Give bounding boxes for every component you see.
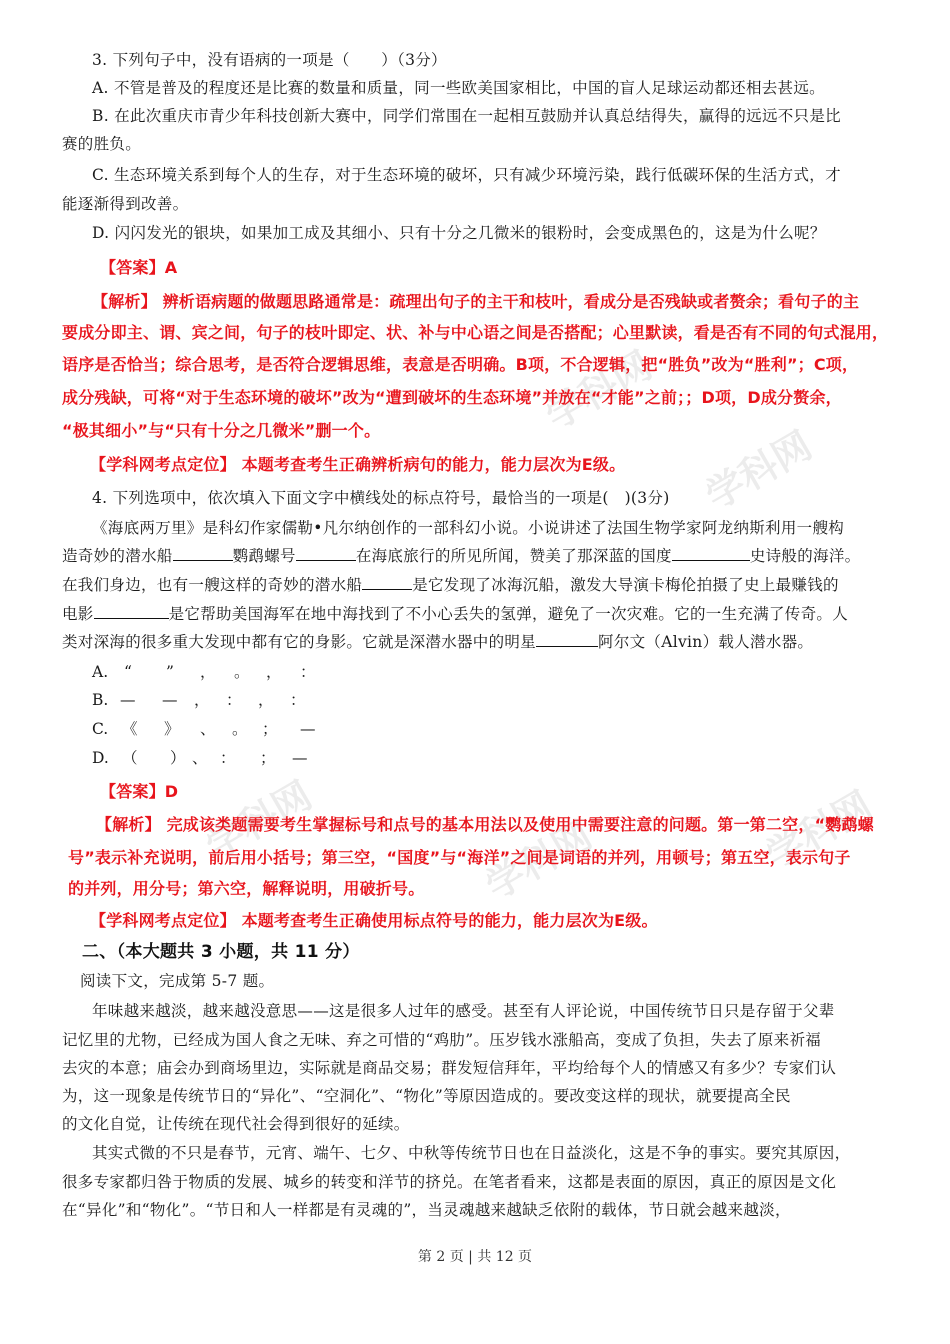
- q3-option-c-cont: 能逐渐得到改善。: [62, 195, 189, 213]
- option-mark: ，: [258, 691, 274, 709]
- passage-text: 类对深海的很多重大发现中都有它的身影。它就是深潜水器中的明星: [62, 633, 537, 651]
- q3-option-b: B. 在此次重庆市青少年科技创新大赛中，同学们常围在一起相互鼓励并认真总结得失，赢得的远远不只是比: [92, 107, 841, 125]
- option-mark: —: [162, 691, 178, 709]
- q3-option-c: C. 生态环境关系到每个人的生存，对于生态环境的破坏，只有减少环境污染，践行低碳环保的生活方式，才: [92, 166, 841, 184]
- q3-analysis-line: 成分残缺，可将“对于生态环境的破坏”改为“遭到破坏的生态环境”并放在“才能”之前；；D项，D成分赘余，: [62, 388, 842, 407]
- option-mark: ：: [226, 691, 242, 709]
- q4-option-c: [92, 719, 392, 739]
- paragraph-line: 其实式微的不只是春节，元宵、端午、七夕、中秋等传统节日也在日益淡化，这是不争的事实。要究其原因，: [92, 1144, 851, 1162]
- q4-answer: 【答案】D: [100, 782, 179, 801]
- fill-blank-1: [173, 546, 233, 561]
- q3-option-b-cont: 赛的胜负。: [62, 135, 142, 153]
- option-mark: —: [292, 749, 308, 767]
- q3-analysis-line: 语序是否恰当；综合思考，是否符合逻辑思维，表意是否明确。B项，不合逻辑，把“胜负”改为“胜利”；C项，: [62, 355, 859, 374]
- q3-option-a: A. 不管是普及的程度还是比赛的数量和质量，同一些欧美国家相比，中国的盲人足球运动都还相去甚远。: [92, 79, 825, 97]
- option-mark: 《: [122, 720, 138, 738]
- fill-blank-5: [94, 604, 169, 619]
- watermark: 学科网: [758, 782, 880, 879]
- option-mark: ，: [266, 663, 282, 681]
- option-mark: 、: [192, 749, 208, 767]
- paragraph-line: 为，这一现象是传统节日的“异化”、“空洞化”、“物化”等原因造成的。要改变这样的现状，就要提高全民: [62, 1087, 791, 1105]
- passage-text: 在海底旅行的所见所闻，赞美了那深蓝的国度: [355, 547, 672, 565]
- q3-location: 【学科网考点定位】 本题考查考生正确辨析病句的能力，能力层次为E级。: [90, 455, 626, 474]
- q3-analysis-line: 要成分即主、谓、宾之间，句子的枝叶即定、状、补与中心语之间是否搭配；心里默读，看是否有不同的句式混用，: [62, 323, 889, 342]
- paragraph-line: 很多专家都归咎于物质的发展、城乡的转变和洋节的挤兑。在笔者看来，这都是表面的原因，真正的原因是文化: [62, 1173, 837, 1191]
- watermark: 学科网: [198, 772, 320, 869]
- passage-text: 是它发现了冰海沉船，激发大导演卡梅伦拍摄了史上最赚钱的: [412, 576, 839, 594]
- q4-passage-line: [62, 632, 813, 652]
- page-footer: 第 2 页 | 共 12 页: [417, 1249, 533, 1265]
- option-mark: ；: [262, 720, 278, 738]
- paragraph-line: 去灾的本意；庙会办到商场里边，实际就是商品交易；群发短信拜年，平均给每个人的情感又有多少？专家们认: [62, 1059, 837, 1077]
- paragraph-line: 的文化自觉，让传统在现代社会得到很好的延续。: [62, 1115, 410, 1133]
- q3-option-d: D. 闪闪发光的银块，如果加工成及其细小、只有十分之几微米的银粉时，会变成黑色的，这是为什么呢？: [92, 224, 826, 242]
- option-mark: （: [122, 749, 138, 767]
- paragraph-line: 在“异化”和“物化”。“节日和人一样都是有灵魂的”，当灵魂越来越缺乏依附的载体，节日就会越来越淡，: [62, 1201, 791, 1219]
- section-heading: 二、（本大题共 3 小题，共 11 分）: [82, 942, 360, 962]
- option-mark: ：: [290, 691, 306, 709]
- q4-location: 【学科网考点定位】 本题考查考生正确使用标点符号的能力，能力层次为E级。: [90, 911, 658, 930]
- passage-text: 电影: [62, 605, 94, 623]
- option-mark: —: [300, 720, 316, 738]
- option-mark: 》: [164, 720, 180, 738]
- q4-passage-line: [62, 546, 860, 566]
- watermark: 学科网: [478, 812, 600, 909]
- fill-blank-2: [296, 546, 356, 561]
- option-label: C.: [92, 720, 109, 738]
- option-mark: 、: [200, 720, 216, 738]
- q4-option-b: [92, 690, 392, 710]
- q4-passage-line: [62, 604, 848, 624]
- watermark: 学科网: [698, 422, 820, 519]
- q4-analysis-line: 号”表示补充说明，前后用小括号；第三空，“国度”与“海洋”之间是词语的并列，用顿号；第五空，表示句子: [68, 848, 851, 867]
- passage-text: 造奇妙的潜水船: [62, 547, 173, 565]
- passage-text: 是它帮助美国海军在地中海找到了不小心丢失的氢弹，避免了一次灾难。它的一生充满了传奇。人: [168, 605, 849, 623]
- passage-text: 史诗般的海洋。: [749, 547, 861, 565]
- q4-passage-line: 《海底两万里》是科幻作家儒勒•凡尔纳创作的一部科幻小说。小说讲述了法国生物学家阿龙纳斯利用一艘构: [92, 519, 845, 537]
- option-mark: 。: [234, 663, 250, 681]
- option-label: D.: [92, 749, 109, 767]
- section-instruction: 阅读下文，完成第 5-7 题。: [80, 972, 275, 990]
- option-mark: ”: [166, 663, 174, 681]
- fill-blank-3: [672, 546, 750, 561]
- fill-blank-6: [536, 632, 598, 647]
- q3-answer: 【答案】A: [100, 258, 178, 277]
- q4-analysis-line: 的并列，用分号；第六空，解释说明，用破折号。: [68, 879, 425, 898]
- passage-text: 在我们身边，也有一艘这样的奇妙的潜水船: [62, 576, 363, 594]
- q4-option-d: [92, 748, 392, 768]
- q4-passage-line: [62, 575, 839, 595]
- option-mark: ：: [220, 749, 236, 767]
- passage-text: 鹦鹉螺号: [232, 547, 296, 565]
- paragraph-line: 记忆里的尤物，已经成为国人食之无味、弃之可惜的“鸡肋”。压岁钱水涨船高，变成了负担，失去了原来祈福: [62, 1031, 822, 1049]
- passage-text: 阿尔文（Alvin）载人潜水器。: [598, 633, 814, 651]
- option-mark: —: [120, 691, 136, 709]
- option-mark: ；: [260, 749, 276, 767]
- watermark: 学科网: [538, 342, 660, 439]
- q3-analysis-line: “极其细小”与“只有十分之几微米”删一个。: [62, 421, 381, 440]
- option-mark: “: [124, 663, 132, 681]
- q3-stem: 3. 下列句子中，没有语病的一项是（ ）（3分）: [92, 51, 447, 69]
- option-label: B.: [92, 691, 109, 709]
- option-label: A.: [92, 663, 109, 681]
- paragraph-line: 年味越来越淡，越来越没意思——这是很多人过年的感受。甚至有人评论说，中国传统节日只是存留于父辈: [92, 1002, 835, 1020]
- q3-analysis-line: 【解析】 辨析语病题的做题思路通常是：疏理出句子的主干和枝叶，看成分是否残缺或者赘余；看句子的主: [92, 292, 860, 311]
- q4-option-a: [92, 662, 392, 682]
- option-mark: ：: [300, 663, 316, 681]
- q4-analysis-line: 【解析】 完成该类题需要考生掌握标号和点号的基本用法以及使用中需要注意的问题。第一第二空，“鹦鹉螺: [96, 815, 874, 834]
- option-mark: ，: [194, 691, 210, 709]
- fill-blank-4: [362, 575, 412, 590]
- option-mark: 。: [232, 720, 248, 738]
- option-mark: ，: [200, 663, 216, 681]
- option-mark: ）: [170, 749, 186, 767]
- q4-stem: 4. 下列选项中，依次填入下面文字中横线处的标点符号，最恰当的一项是( )(3分): [92, 489, 670, 507]
